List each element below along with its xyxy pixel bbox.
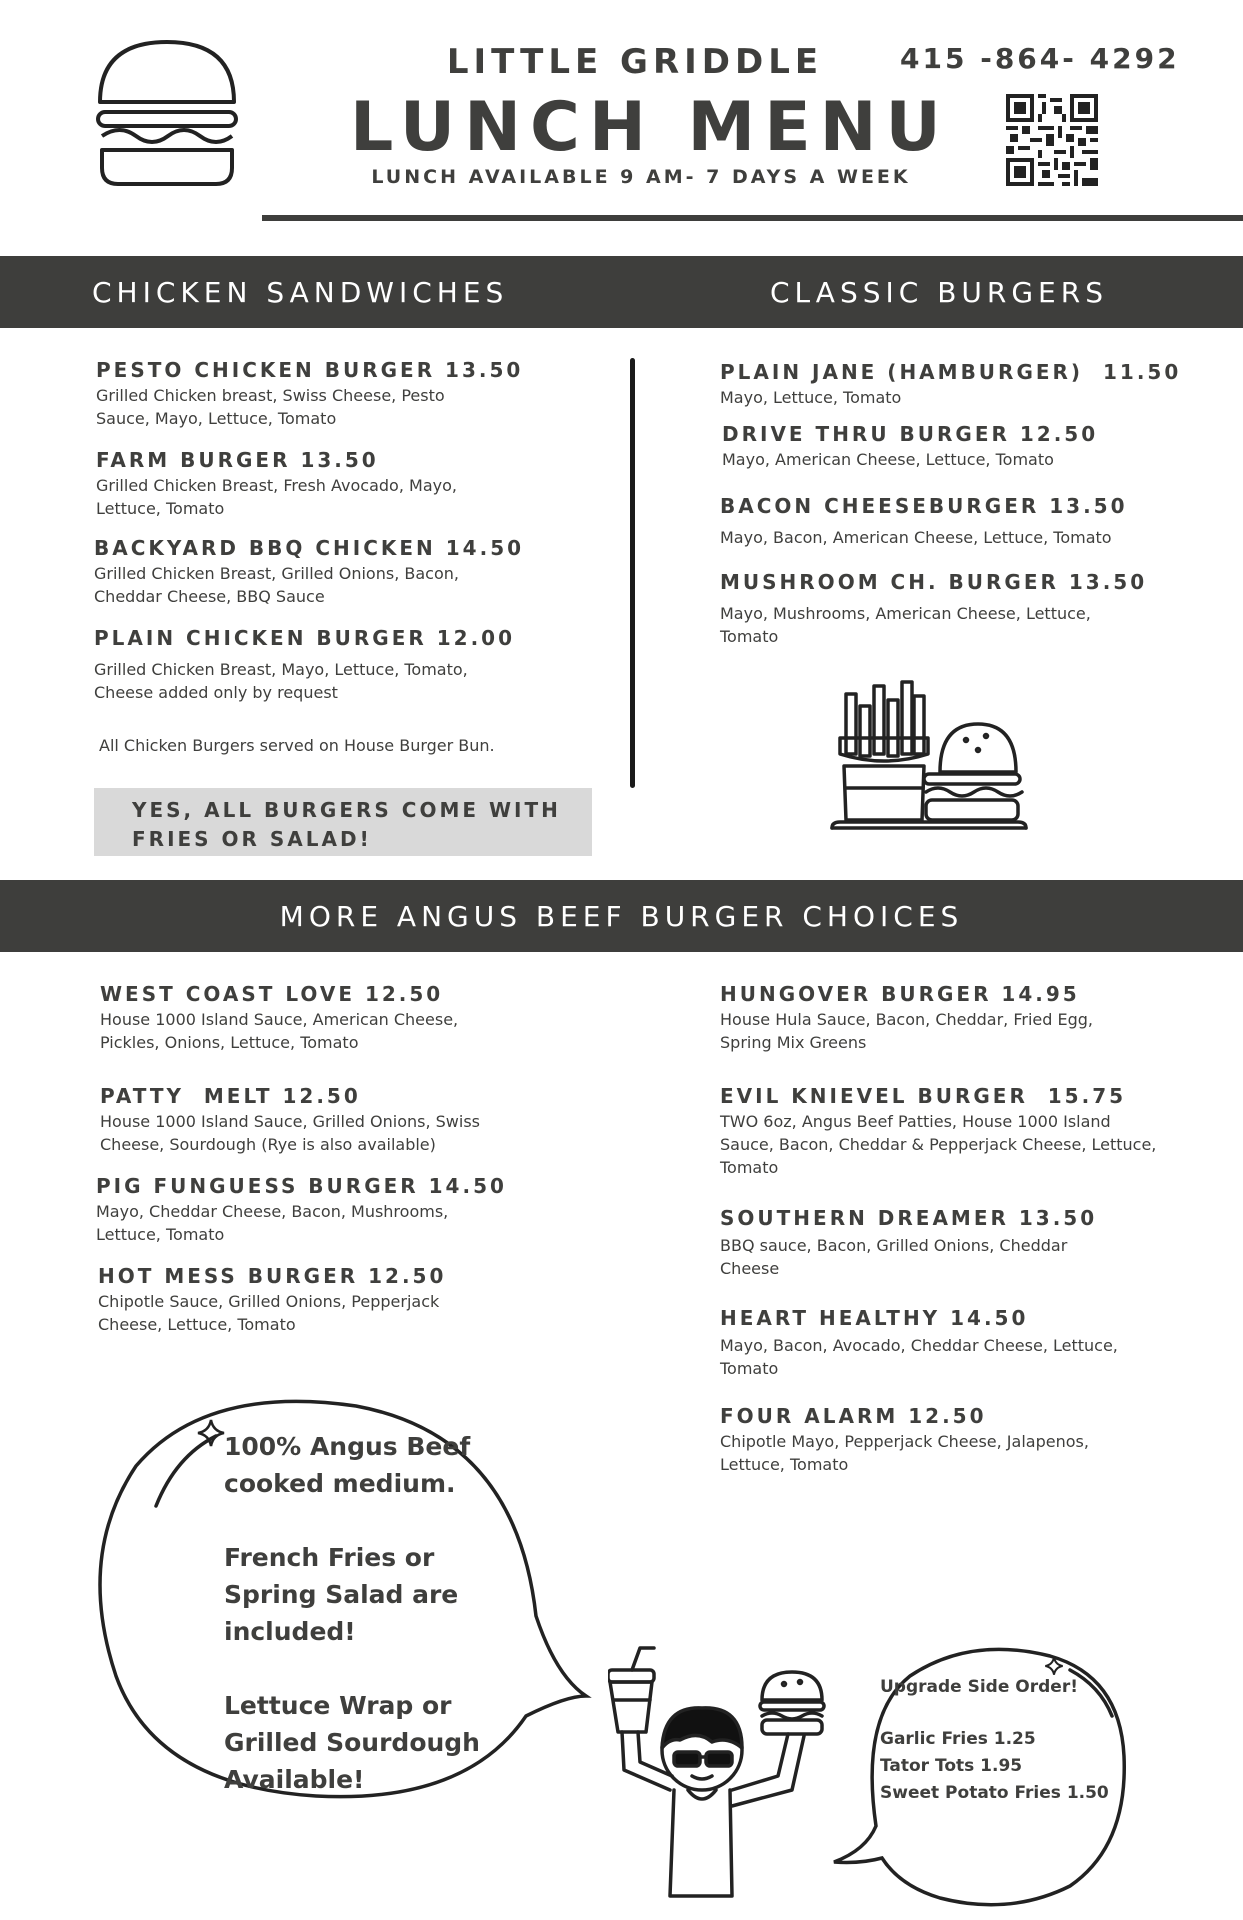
menu-item-desc: House Hula Sauce, Bacon, Cheddar, Fried Egg, Spring Mix Greens — [720, 1010, 1094, 1052]
menu-item-name: BACON CHEESEBURGER 13.50 — [720, 494, 1128, 518]
menu-item — [720, 1084, 1170, 1179]
menu-item — [96, 1174, 536, 1246]
sparkle-icon — [196, 1418, 226, 1448]
menu-item-desc: Grilled Chicken breast, Swiss Cheese, Pesto Sauce, Mayo, Lettuce, Tomato — [96, 386, 445, 428]
menu-item-desc: Grilled Chicken Breast, Mayo, Lettuce, Tomato, Cheese added only by request — [94, 660, 468, 702]
bubble-line: included! — [224, 1617, 356, 1646]
menu-item — [94, 536, 534, 608]
menu-item-name: PATTY MELT 12.50 — [100, 1084, 361, 1108]
section-title-chicken: CHICKEN SANDWICHES — [92, 276, 509, 309]
menu-item — [722, 422, 1202, 471]
bubble-line: French Fries or — [224, 1543, 435, 1572]
section-band-angus — [0, 880, 1243, 952]
menu-item-name: PIG FUNGUESS BURGER 14.50 — [96, 1174, 507, 1198]
sparkle-icon — [1044, 1656, 1064, 1676]
menu-item — [100, 982, 540, 1054]
menu-item-desc: Mayo, Mushrooms, American Cheese, Lettuce, Tomato — [720, 604, 1091, 646]
menu-item-name: HOT MESS BURGER 12.50 — [98, 1264, 447, 1288]
menu-item — [720, 1404, 1170, 1476]
bubble-line: Available! — [224, 1765, 365, 1794]
menu-item — [720, 360, 1200, 409]
menu-item-name: PLAIN CHICKEN BURGER 12.00 — [94, 626, 516, 650]
section-band-top — [0, 256, 1243, 328]
bubble-line: Grilled Sourdough — [224, 1728, 480, 1757]
menu-item-name: BACKYARD BBQ CHICKEN 14.50 — [94, 536, 525, 560]
menu-item-desc: House 1000 Island Sauce, American Cheese, Pickles, Onions, Lettuce, Tomato — [100, 1010, 459, 1052]
burger-icon — [92, 38, 242, 188]
fries-banner — [94, 788, 592, 856]
speech-bubble-left — [96, 1376, 616, 1816]
upgrade-item: Tator Tots 1.95 — [880, 1756, 1023, 1776]
upgrade-item: Sweet Potato Fries 1.50 — [880, 1783, 1109, 1803]
menu-item — [720, 494, 1200, 549]
menu-item-desc: Chipotle Sauce, Grilled Onions, Pepperjack Cheese, Lettuce, Tomato — [98, 1292, 440, 1334]
header-divider — [262, 215, 1243, 221]
brand-name: LITTLE GRIDDLE — [446, 42, 824, 82]
menu-item-name: MUSHROOM CH. BURGER 13.50 — [720, 570, 1148, 594]
upgrade-item: Garlic Fries 1.25 — [880, 1729, 1036, 1749]
menu-item — [96, 448, 536, 520]
menu-item-name: DRIVE THRU BURGER 12.50 — [722, 422, 1099, 446]
bubble-line: Lettuce Wrap or — [224, 1691, 452, 1720]
menu-item-desc: Mayo, Lettuce, Tomato — [720, 388, 902, 407]
section-title-angus: MORE ANGUS BEEF BURGER CHOICES — [279, 900, 964, 933]
section-title-classic: CLASSIC BURGERS — [770, 276, 1108, 309]
menu-item-name: PLAIN JANE (HAMBURGER) 11.50 — [720, 360, 1182, 384]
menu-item-name: FARM BURGER 13.50 — [96, 448, 379, 472]
menu-item-desc: Mayo, Cheddar Cheese, Bacon, Mushrooms, Lettuce, Tomato — [96, 1202, 449, 1244]
menu-item-desc: Grilled Chicken Breast, Grilled Onions, Bacon, Cheddar Cheese, BBQ Sauce — [94, 564, 459, 606]
menu-item-desc: Mayo, Bacon, American Cheese, Lettuce, Tomato — [720, 528, 1112, 547]
upgrade-title: Upgrade Side Order! — [880, 1677, 1078, 1697]
menu-item — [100, 1084, 540, 1156]
fries-banner-text: YES, ALL BURGERS COME WITH FRIES OR SALAD! — [132, 798, 561, 851]
menu-item — [96, 358, 536, 430]
chicken-note: All Chicken Burgers served on House Burger Bun. — [99, 736, 495, 755]
phone-number[interactable]: 415 -864- 4292 — [900, 42, 1180, 75]
bubble-line: cooked medium. — [224, 1469, 456, 1498]
bubble-line: 100% Angus Beef — [224, 1432, 471, 1461]
menu-item-name: SOUTHERN DREAMER 13.50 — [720, 1206, 1098, 1230]
menu-item-name: FOUR ALARM 12.50 — [720, 1404, 987, 1428]
menu-item-desc: Grilled Chicken Breast, Fresh Avocado, Mayo, Lettuce, Tomato — [96, 476, 457, 518]
menu-item-desc: BBQ sauce, Bacon, Grilled Onions, Cheddar Cheese — [720, 1236, 1068, 1278]
menu-item — [98, 1264, 538, 1336]
menu-item-name: PESTO CHICKEN BURGER 13.50 — [96, 358, 524, 382]
menu-item-desc: Mayo, American Cheese, Lettuce, Tomato — [722, 450, 1054, 469]
page-subtitle: LUNCH AVAILABLE 9 AM- 7 DAYS A WEEK — [371, 166, 911, 188]
menu-item — [720, 982, 1170, 1054]
menu-item-desc: House 1000 Island Sauce, Grilled Onions, Swiss Cheese, Sourdough (Rye is also available) — [100, 1112, 481, 1154]
qr-code-icon[interactable] — [1006, 94, 1098, 186]
page-title: LUNCH MENU — [350, 88, 950, 167]
menu-item-name: HUNGOVER BURGER 14.95 — [720, 982, 1080, 1006]
speech-bubble-right — [830, 1636, 1130, 1914]
menu-item-desc: Chipotle Mayo, Pepperjack Cheese, Jalapenos, Lettuce, Tomato — [720, 1432, 1089, 1474]
person-with-food-icon — [608, 1640, 832, 1900]
menu-item-name: EVIL KNIEVEL BURGER 15.75 — [720, 1084, 1127, 1108]
menu-item-desc: Mayo, Bacon, Avocado, Cheddar Cheese, Lettuce, Tomato — [720, 1336, 1118, 1378]
menu-item-desc: TWO 6oz, Angus Beef Patties, House 1000 Island Sauce, Bacon, Cheddar & Pepperjack Cheese, Lettuce, Tomato — [720, 1112, 1157, 1177]
menu-item — [94, 626, 534, 704]
menu-item — [720, 570, 1150, 648]
menu-item-name: HEART HEALTHY 14.50 — [720, 1306, 1029, 1330]
menu-item — [720, 1206, 1170, 1280]
bubble-line: Spring Salad are — [224, 1580, 459, 1609]
fries-burger-icon — [826, 676, 1032, 836]
menu-item-name: WEST COAST LOVE 12.50 — [100, 982, 444, 1006]
column-divider — [630, 358, 635, 788]
menu-item — [720, 1306, 1170, 1380]
